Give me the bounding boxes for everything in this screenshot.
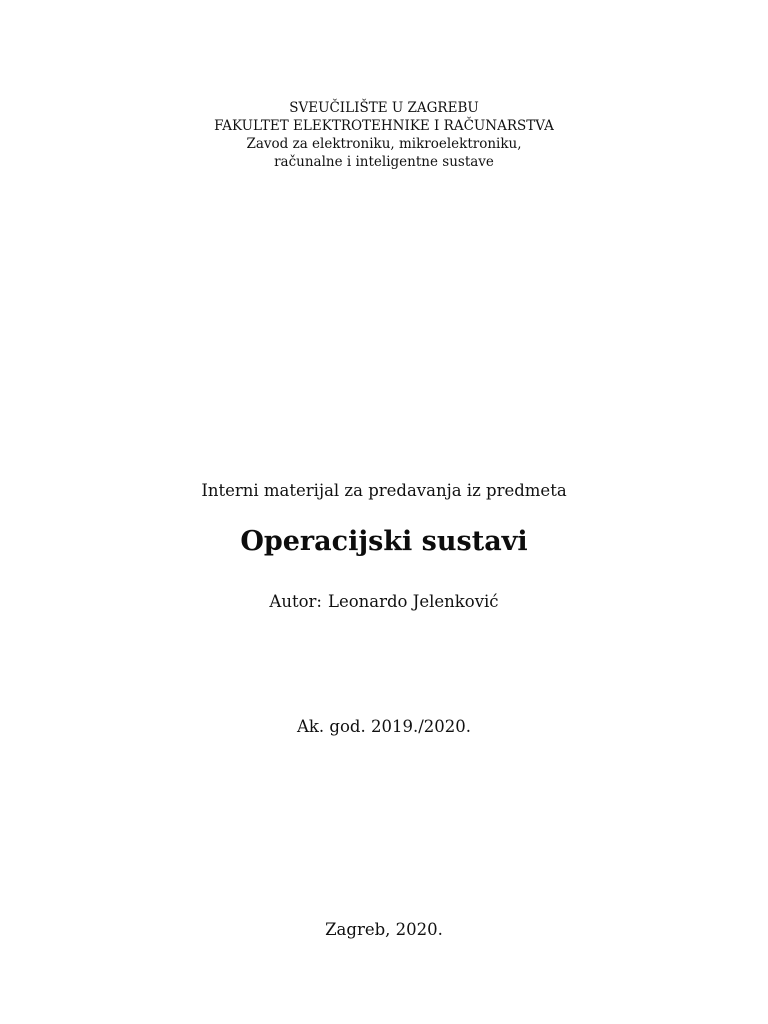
place-and-date: Zagreb, 2020.	[325, 920, 443, 939]
faculty-name: FAKULTET ELEKTROTEHNIKE I RAČUNARSTVA	[214, 118, 554, 134]
department-line-1: Zavod za elektroniku, mikroelektroniku,	[246, 136, 522, 152]
department-line-2: računalne i inteligentne sustave	[274, 154, 494, 170]
author-name: Leonardo Jelenković	[327, 592, 499, 611]
academic-year: Ak. god. 2019./2020.	[297, 717, 471, 736]
institution-block	[0, 99, 768, 171]
author-line	[0, 591, 768, 613]
author-label: Autor:	[269, 592, 322, 611]
university-name: SVEUČILIŠTE U ZAGREBU	[289, 100, 479, 116]
document-subtitle: Interni materijal za predavanja iz predmeta	[201, 481, 567, 500]
document-title: Operacijski sustavi	[240, 526, 528, 557]
